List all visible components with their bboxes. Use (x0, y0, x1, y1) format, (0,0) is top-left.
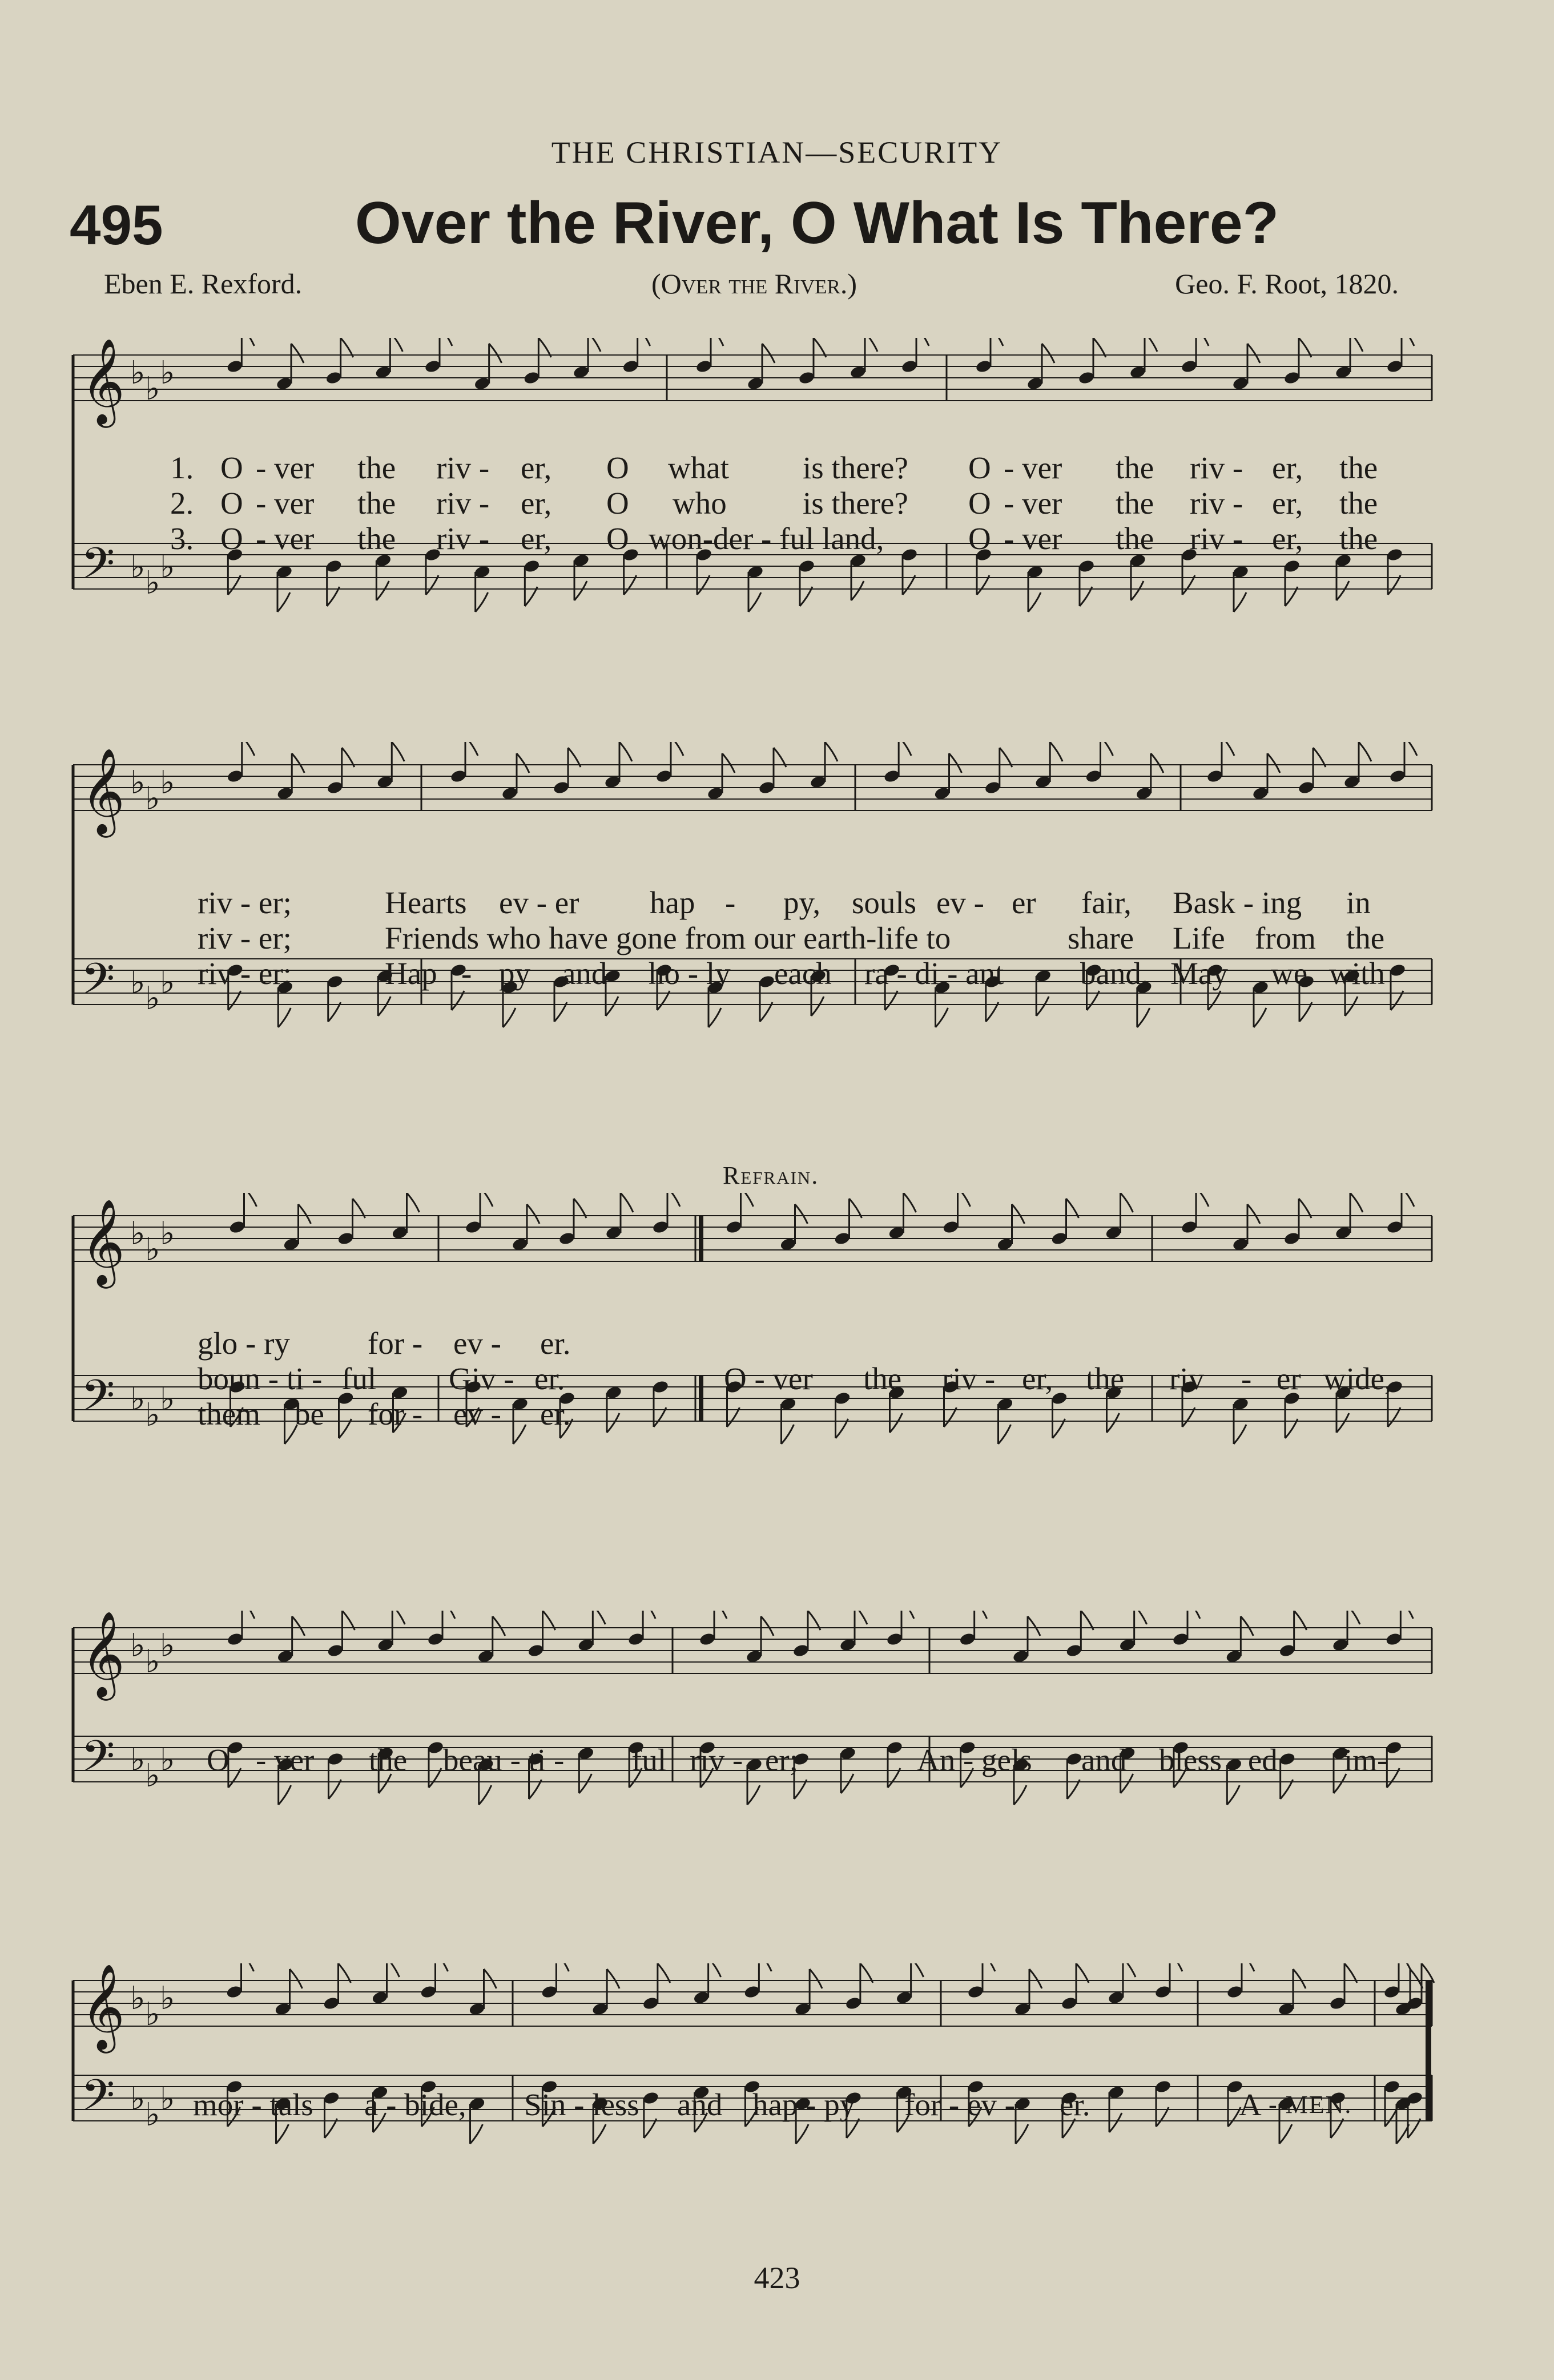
lyric-line-verse-1 (67, 1325, 1438, 1362)
lyric-line-verse-3 (67, 1396, 1438, 1433)
lyric-syllable: - ver (1004, 450, 1062, 485)
lyric-syllable: the (1339, 450, 1378, 485)
lyric-syllable: An - gels (917, 1742, 1032, 1777)
lyric-line-verse-3 (67, 955, 1438, 992)
lyric-syllable: won-der - ful land, (649, 521, 884, 556)
svg-text:♭: ♭ (145, 564, 160, 602)
svg-text:𝄞: 𝄞 (81, 1611, 125, 1697)
lyric-syllable: hap (650, 885, 695, 920)
lyric-line-verse-3 (67, 521, 1438, 557)
lyric-syllable: and (677, 2087, 723, 2122)
lyric-syllable: the (863, 1361, 902, 1396)
lyric-syllable: the (1339, 521, 1378, 556)
lyric-syllable: - ver (256, 1742, 315, 1777)
lyric-syllable: ful (631, 1742, 667, 1777)
lyric-syllable: in (1346, 885, 1371, 920)
lyric-syllable: Life (1173, 921, 1225, 955)
lyric-syllable: bless - ed (1159, 1742, 1278, 1777)
lyric-syllable: O (220, 521, 243, 556)
svg-text:♭: ♭ (145, 2096, 160, 2133)
svg-text:♭: ♭ (160, 2080, 175, 2117)
svg-text:♭: ♭ (130, 548, 146, 586)
lyric-syllable: 2. (170, 486, 194, 521)
lyric-syllable: riv (1169, 1361, 1205, 1396)
lyric-syllable: - (725, 885, 736, 920)
svg-text:♭: ♭ (160, 764, 175, 801)
lyric-line-refrain (67, 2087, 1438, 2123)
lyric-syllable: er, (1272, 521, 1303, 556)
svg-text:♭: ♭ (145, 1231, 160, 1268)
lyric-syllable: riv - (436, 486, 490, 521)
svg-text:♭: ♭ (130, 2080, 146, 2117)
lyric-syllable: - ver (1004, 486, 1062, 521)
page-number: 423 (754, 2261, 800, 2295)
lyric-syllable: riv - er; (198, 956, 292, 991)
lyric-syllable: py (499, 956, 530, 991)
lyric-syllable: er, (521, 521, 552, 556)
lyric-syllable: for - ev - (904, 2087, 1015, 2122)
lyric-syllable: share (1068, 921, 1134, 955)
lyric-syllable: riv - (942, 1361, 996, 1396)
music-system-4 (67, 1611, 1438, 1907)
svg-text:𝄢: 𝄢 (81, 538, 115, 599)
svg-text:♭: ♭ (160, 1741, 175, 1778)
lyric-syllable: for - (368, 1397, 423, 1431)
svg-text:♭: ♭ (130, 1741, 146, 1778)
svg-text:𝄞: 𝄞 (81, 1963, 125, 2050)
lyric-syllable: ful (341, 1361, 377, 1396)
svg-text:𝄞: 𝄞 (81, 1198, 125, 1285)
lyric-syllable: O (968, 486, 991, 521)
refrain-label: Refrain. (723, 1161, 819, 1189)
lyric-syllable: beau - ti - (443, 1742, 565, 1777)
lyric-syllable: the (1086, 1361, 1125, 1396)
lyric-syllable: ra - di - ant (864, 956, 1004, 991)
lyric-syllable: is there? (803, 450, 908, 485)
lyric-line-verse-2 (67, 920, 1438, 957)
lyric-syllable: hap - py (752, 2087, 856, 2122)
lyric-syllable: riv - (690, 1742, 743, 1777)
svg-text:𝄢: 𝄢 (81, 954, 115, 1015)
svg-text:♭: ♭ (160, 964, 175, 1001)
lyric-syllable: the (357, 521, 396, 556)
svg-text:♭: ♭ (160, 354, 175, 392)
lyric-syllable: souls (852, 885, 917, 920)
lyric-syllable: and (562, 956, 607, 991)
lyric-syllable: Giv - (449, 1361, 514, 1396)
svg-text:𝄢: 𝄢 (81, 2070, 115, 2131)
lyric-syllable: ev - (936, 885, 984, 920)
lyric-syllable: the (1116, 486, 1154, 521)
lyric-syllable: O (606, 486, 629, 521)
svg-text:♭: ♭ (145, 1643, 160, 1680)
lyric-syllable: ev - (453, 1397, 501, 1431)
lyric-syllable: is there? (803, 486, 908, 521)
lyric-line-verse-2 (67, 485, 1438, 522)
lyric-syllable: the (1116, 521, 1154, 556)
lyric-syllable: er, (1272, 450, 1303, 485)
lyric-syllable: riv - (1190, 450, 1243, 485)
svg-text:♭: ♭ (145, 1757, 160, 1794)
lyric-syllable: - MEN. (1269, 2091, 1352, 2119)
lyric-syllable: er (1277, 1361, 1301, 1396)
lyric-syllable: O (968, 521, 991, 556)
lyric-syllable: riv - (436, 450, 490, 485)
lyric-syllable: riv - er; (198, 885, 292, 920)
lyric-syllable: er, (521, 450, 552, 485)
lyric-syllable: er, (521, 486, 552, 521)
lyric-syllable: and (1081, 1742, 1127, 1777)
hymn-title: Over the River, O What Is There? (355, 190, 1279, 256)
lyric-syllable: riv - (436, 521, 490, 556)
lyric-syllable: er. (540, 1326, 571, 1361)
svg-text:♭: ♭ (130, 764, 146, 801)
lyric-syllable: - ver (256, 521, 315, 556)
lyric-syllable: riv - (1190, 521, 1243, 556)
lyric-syllable: each (774, 956, 832, 991)
lyric-syllable: them (198, 1397, 260, 1431)
lyric-syllable: - ver (256, 450, 315, 485)
lyric-syllable: er, (1272, 486, 1303, 521)
lyric-syllable: a - bide, (364, 2087, 466, 2122)
lyric-syllable: boun - ti - (198, 1361, 323, 1396)
svg-text:♭: ♭ (130, 1980, 146, 2017)
composer-credit: Geo. F. Root, 1820. (1175, 268, 1399, 300)
lyric-syllable: the (357, 486, 396, 521)
lyric-syllable: Hearts (385, 885, 467, 920)
lyric-syllable: O (968, 450, 991, 485)
lyric-syllable: from (1255, 921, 1316, 955)
music-system-5 (67, 1963, 1438, 2249)
lyric-syllable: May (1170, 956, 1228, 991)
lyric-syllable: Hap (385, 956, 437, 991)
lyric-syllable: band, (1080, 956, 1149, 991)
lyric-line-refrain (67, 1742, 1438, 1778)
music-system-3 (67, 1193, 1438, 1581)
lyric-syllable: the (1339, 486, 1378, 521)
lyric-syllable: A (1239, 2087, 1262, 2122)
lyric-syllable: - (461, 956, 472, 991)
lyric-syllable: we (1271, 956, 1308, 991)
section-heading: THE CHRISTIAN—SECURITY (551, 135, 1003, 170)
lyric-syllable: O (220, 486, 243, 521)
svg-text:♭: ♭ (145, 980, 160, 1017)
lyric-syllable: Friends who have gone from our earth-life to (385, 921, 951, 955)
lyric-syllable: ho - ly (649, 956, 731, 991)
svg-text:♭: ♭ (160, 1627, 175, 1664)
lyric-line-verse-1 (67, 885, 1438, 921)
lyric-syllable: er; (765, 1742, 799, 1777)
lyric-syllable: O - ver (724, 1361, 813, 1396)
svg-text:♭: ♭ (130, 1381, 146, 1418)
lyric-syllable: the (357, 450, 396, 485)
lyric-syllable: with (1329, 956, 1385, 991)
lyric-line-verse-1 (67, 450, 1438, 486)
lyric-syllable: - (1241, 1361, 1252, 1396)
music-system-2 (67, 742, 1438, 1130)
lyric-syllable: er. (1060, 2087, 1090, 2122)
svg-text:𝄢: 𝄢 (81, 1731, 115, 1792)
hymn-number: 495 (70, 193, 163, 256)
lyric-syllable: O (207, 1742, 230, 1777)
lyric-syllable: er (1012, 885, 1036, 920)
lyric-syllable: er, (1022, 1361, 1053, 1396)
lyric-syllable: ev - (453, 1326, 501, 1361)
lyric-syllable: - ver (1004, 521, 1062, 556)
svg-text:♭: ♭ (160, 1381, 175, 1418)
svg-text:♭: ♭ (130, 1215, 146, 1252)
svg-text:♭: ♭ (160, 1980, 175, 2017)
lyric-line-verse-2 (67, 1361, 1438, 1397)
lyric-syllable: who (673, 486, 727, 521)
lyric-syllable: fair, (1081, 885, 1132, 920)
svg-text:♭: ♭ (130, 1627, 146, 1664)
lyric-syllable: 1. (170, 450, 194, 485)
lyric-syllable: im- (1344, 1742, 1388, 1777)
svg-text:♭: ♭ (160, 548, 175, 586)
lyric-syllable: er. (534, 1361, 565, 1396)
svg-text:𝄞: 𝄞 (81, 338, 125, 424)
svg-text:♭: ♭ (130, 354, 146, 392)
lyric-syllable: ev - er (499, 885, 579, 920)
lyric-syllable: glo - ry (198, 1326, 290, 1361)
lyric-syllable: O (606, 521, 629, 556)
music-system-1 (67, 338, 1438, 680)
lyric-syllable: py, (783, 885, 821, 920)
lyric-syllable: Sin - less (524, 2087, 639, 2122)
svg-text:♭: ♭ (145, 370, 160, 408)
tune-name: (Over the River.) (651, 268, 857, 300)
lyric-syllable: the (1116, 450, 1154, 485)
lyric-syllable: for - (368, 1326, 423, 1361)
svg-text:𝄞: 𝄞 (81, 747, 125, 834)
lyric-syllable: wide, (1323, 1361, 1392, 1396)
lyric-syllable: O (606, 450, 629, 485)
lyric-syllable: the (1346, 921, 1385, 955)
svg-text:♭: ♭ (130, 964, 146, 1001)
lyric-syllable: be (295, 1397, 324, 1431)
author-credit: Eben E. Rexford. (104, 268, 303, 300)
svg-text:𝄢: 𝄢 (81, 1370, 115, 1431)
lyric-syllable: 3. (170, 521, 194, 556)
lyric-syllable: Bask - ing (1173, 885, 1302, 920)
lyric-syllable: the (369, 1742, 408, 1777)
lyric-syllable: er. (540, 1397, 571, 1431)
svg-text:♭: ♭ (160, 1215, 175, 1252)
lyric-syllable: riv - er; (198, 921, 292, 955)
lyric-syllable: mor - tals (193, 2087, 313, 2122)
lyric-syllable: O (220, 450, 243, 485)
lyric-syllable: riv - (1190, 486, 1243, 521)
svg-text:♭: ♭ (145, 780, 160, 817)
lyric-syllable: - ver (256, 486, 315, 521)
svg-text:♭: ♭ (145, 1397, 160, 1434)
svg-text:♭: ♭ (145, 1996, 160, 2033)
lyric-syllable: what (668, 450, 729, 485)
